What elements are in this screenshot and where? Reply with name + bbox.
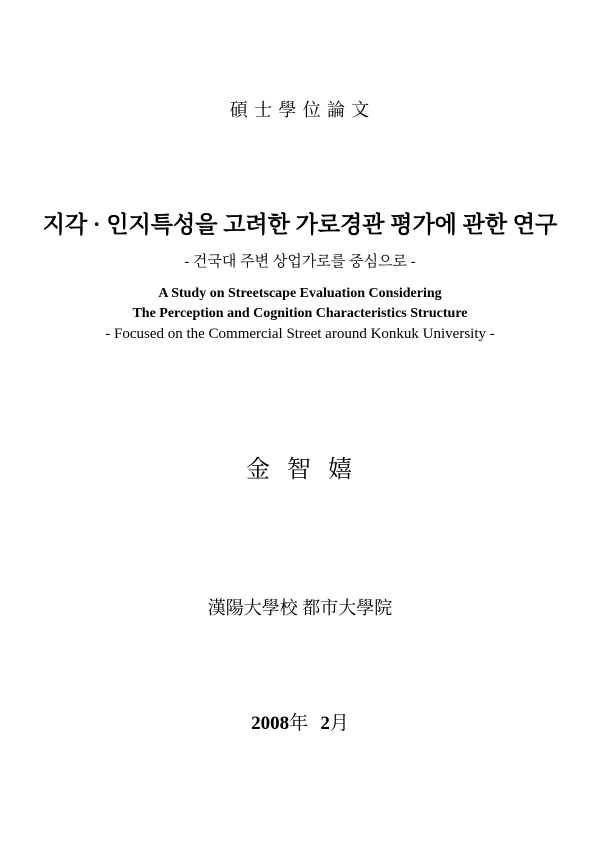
publication-year: 2008: [251, 713, 290, 734]
publication-year-suffix: 年: [289, 713, 309, 734]
publication-month-suffix: 月: [329, 713, 349, 734]
institution-name: 漢陽大學校 都市大學院: [207, 598, 393, 618]
main-title-english-line2: The Perception and Cognition Characteristics Structure: [132, 306, 468, 321]
main-title-korean: 지각 · 인지특성을 고려한 가로경관 평가에 관한 연구: [42, 212, 558, 237]
subtitle-english: - Focused on the Commercial Street around Konkuk University -: [105, 326, 495, 342]
publication-date: [0, 708, 600, 735]
main-title-english-line1: A Study on Streetscape Evaluation Considering: [158, 286, 442, 301]
publication-month: 2: [320, 713, 330, 734]
author-name: 金 智 嬉: [246, 457, 354, 483]
subtitle-korean: - 건국대 주변 상업가로를 중심으로 -: [184, 254, 416, 270]
main-title-english: [0, 284, 600, 324]
thesis-type-heading: 碩 士 學 位 論 文: [229, 100, 371, 120]
